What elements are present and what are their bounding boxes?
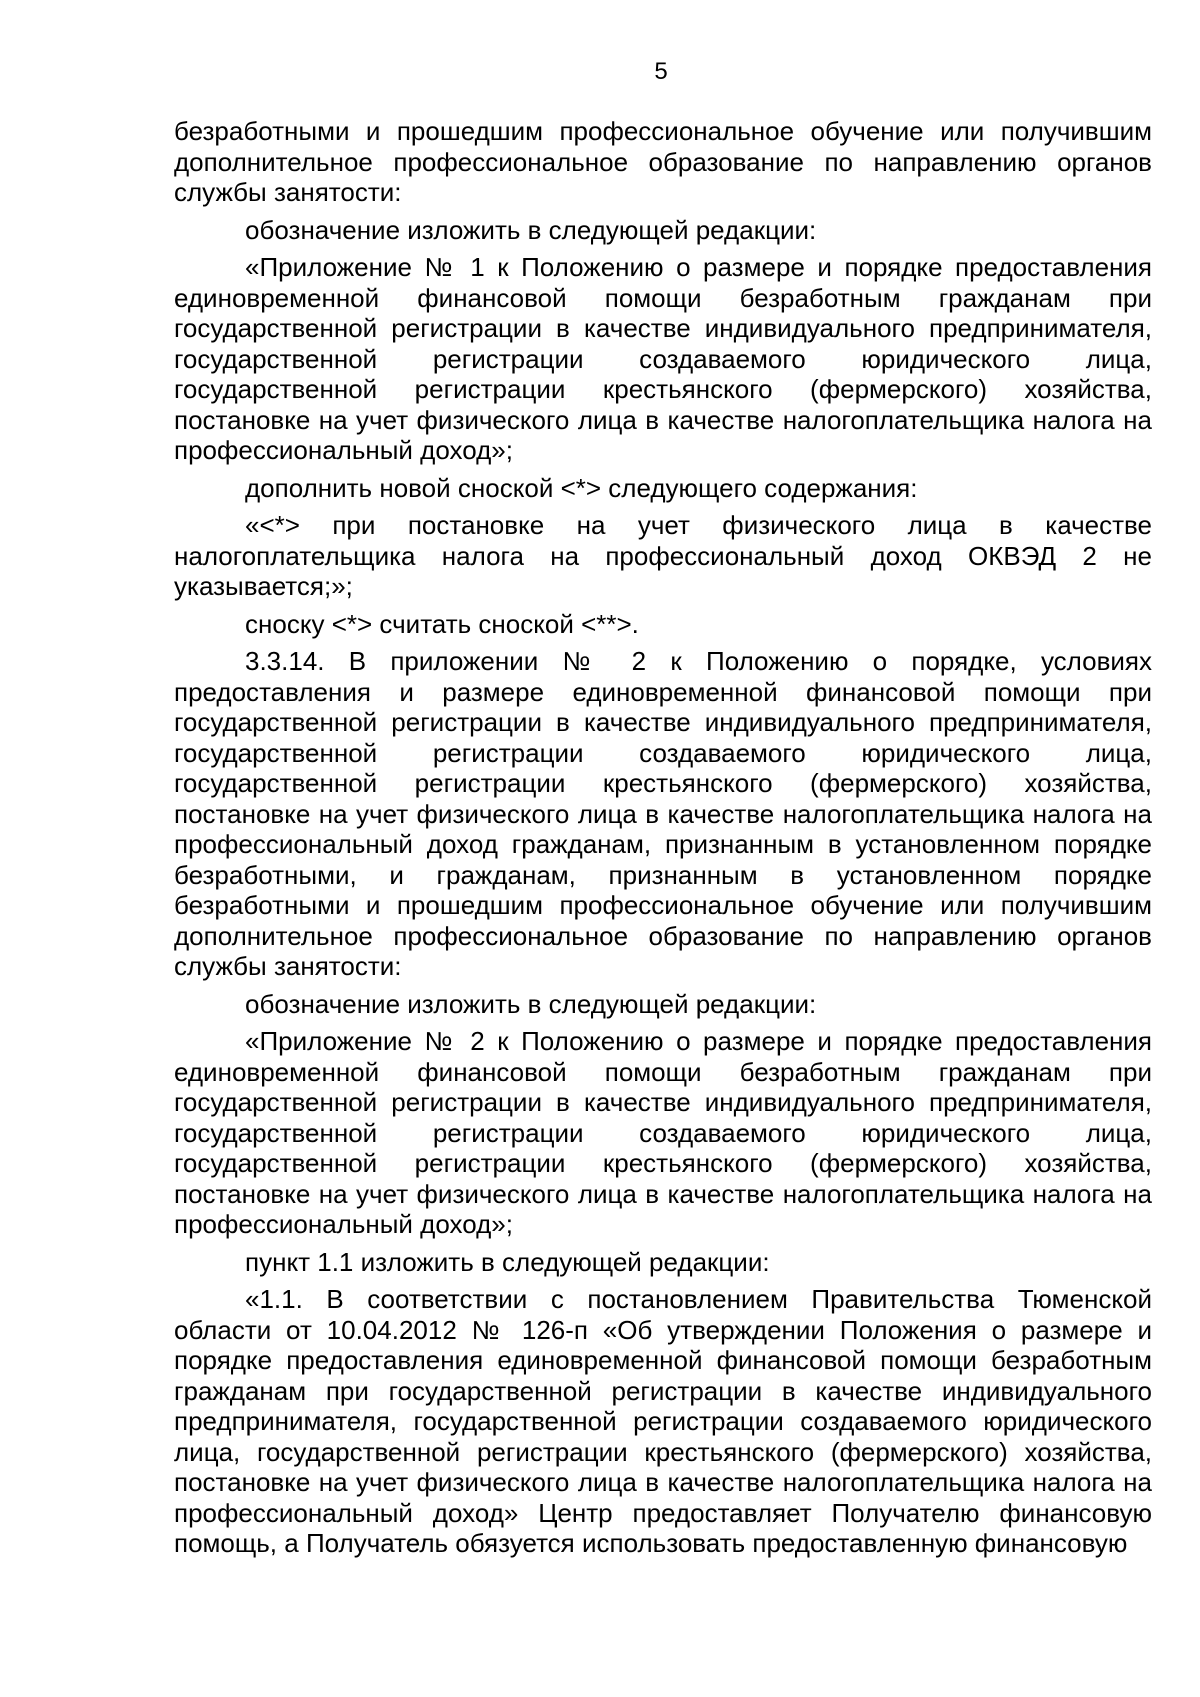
paragraph: безработными и прошедшим профессиональное обучение или получившим дополнительное профессиональное образование по направлению органов службы занятости: [174, 116, 1152, 207]
paragraph: «<*> при постановке на учет физического лица в качестве налогоплательщика налога на профессиональный доход ОКВЭД 2 не указывается;»; [174, 510, 1152, 601]
paragraph: «Приложение № 2 к Положению о размере и порядке предоставления единовременной финансовой помощи безработным гражданам при государственной регистрации в качестве индивидуального предпринимателя, государственной регистрации создаваемого юридического лица, государственной регистрации крестьянского (фермерского) хозяйства, постановке на учет физического лица в качестве налогоплательщика налога на профессиональный доход»; [174, 1026, 1152, 1239]
paragraph: обозначение изложить в следующей редакции: [245, 214, 817, 245]
paragraph: обозначение изложить в следующей редакции: [245, 988, 817, 1019]
paragraph: пункт 1.1 изложить в следующей редакции: [245, 1246, 770, 1277]
paragraph: «1.1. В соответствии с постановлением Правительства Тюменской области от 10.04.2012 № 126-п «Об утверждении Положения о размере и порядке предоставления единовременной финансовой помощи безработным гражданам при государственной регистрации в качестве индивидуального предпринимателя, государственной регистрации создаваемого юридического лица, государственной регистрации крестьянского (фермерского) хозяйства, постановке на учет физического лица в качестве налогоплательщика налога на профессиональный доход» Центр предоставляет Получателю финансовую помощь, а Получатель обязуется использовать предоставленную финансовую [174, 1284, 1152, 1558]
paragraph: «Приложение № 1 к Положению о размере и порядке предоставления единовременной финансовой помощи безработным гражданам при государственной регистрации в качестве индивидуального предпринимателя, государственной регистрации создаваемого юридического лица, государственной регистрации крестьянского (фермерского) хозяйства, постановке на учет физического лица в качестве налогоплательщика налога на профессиональный доход»; [174, 252, 1152, 465]
paragraph: сноску <*> считать сноской <**>. [245, 608, 639, 639]
paragraph: 3.3.14. В приложении № 2 к Положению о порядке, условиях предоставления и размере единовременной финансовой помощи при государственной регистрации в качестве индивидуального предпринимателя, государственной регистрации создаваемого юридического лица, государственной регистрации крестьянского (фермерского) хозяйства, постановке на учет физического лица в качестве налогоплательщика налога на профессиональный доход гражданам, признанным в установленном порядке безработными, и гражданам, признанным в установленном порядке безработными и прошедшим профессиональное обучение или получившим дополнительное профессиональное образование по направлению органов службы занятости: [174, 646, 1152, 981]
paragraph: дополнить новой сноской <*> следующего содержания: [245, 472, 918, 503]
page-number: 5 [654, 58, 668, 85]
document-body [174, 116, 1152, 1566]
